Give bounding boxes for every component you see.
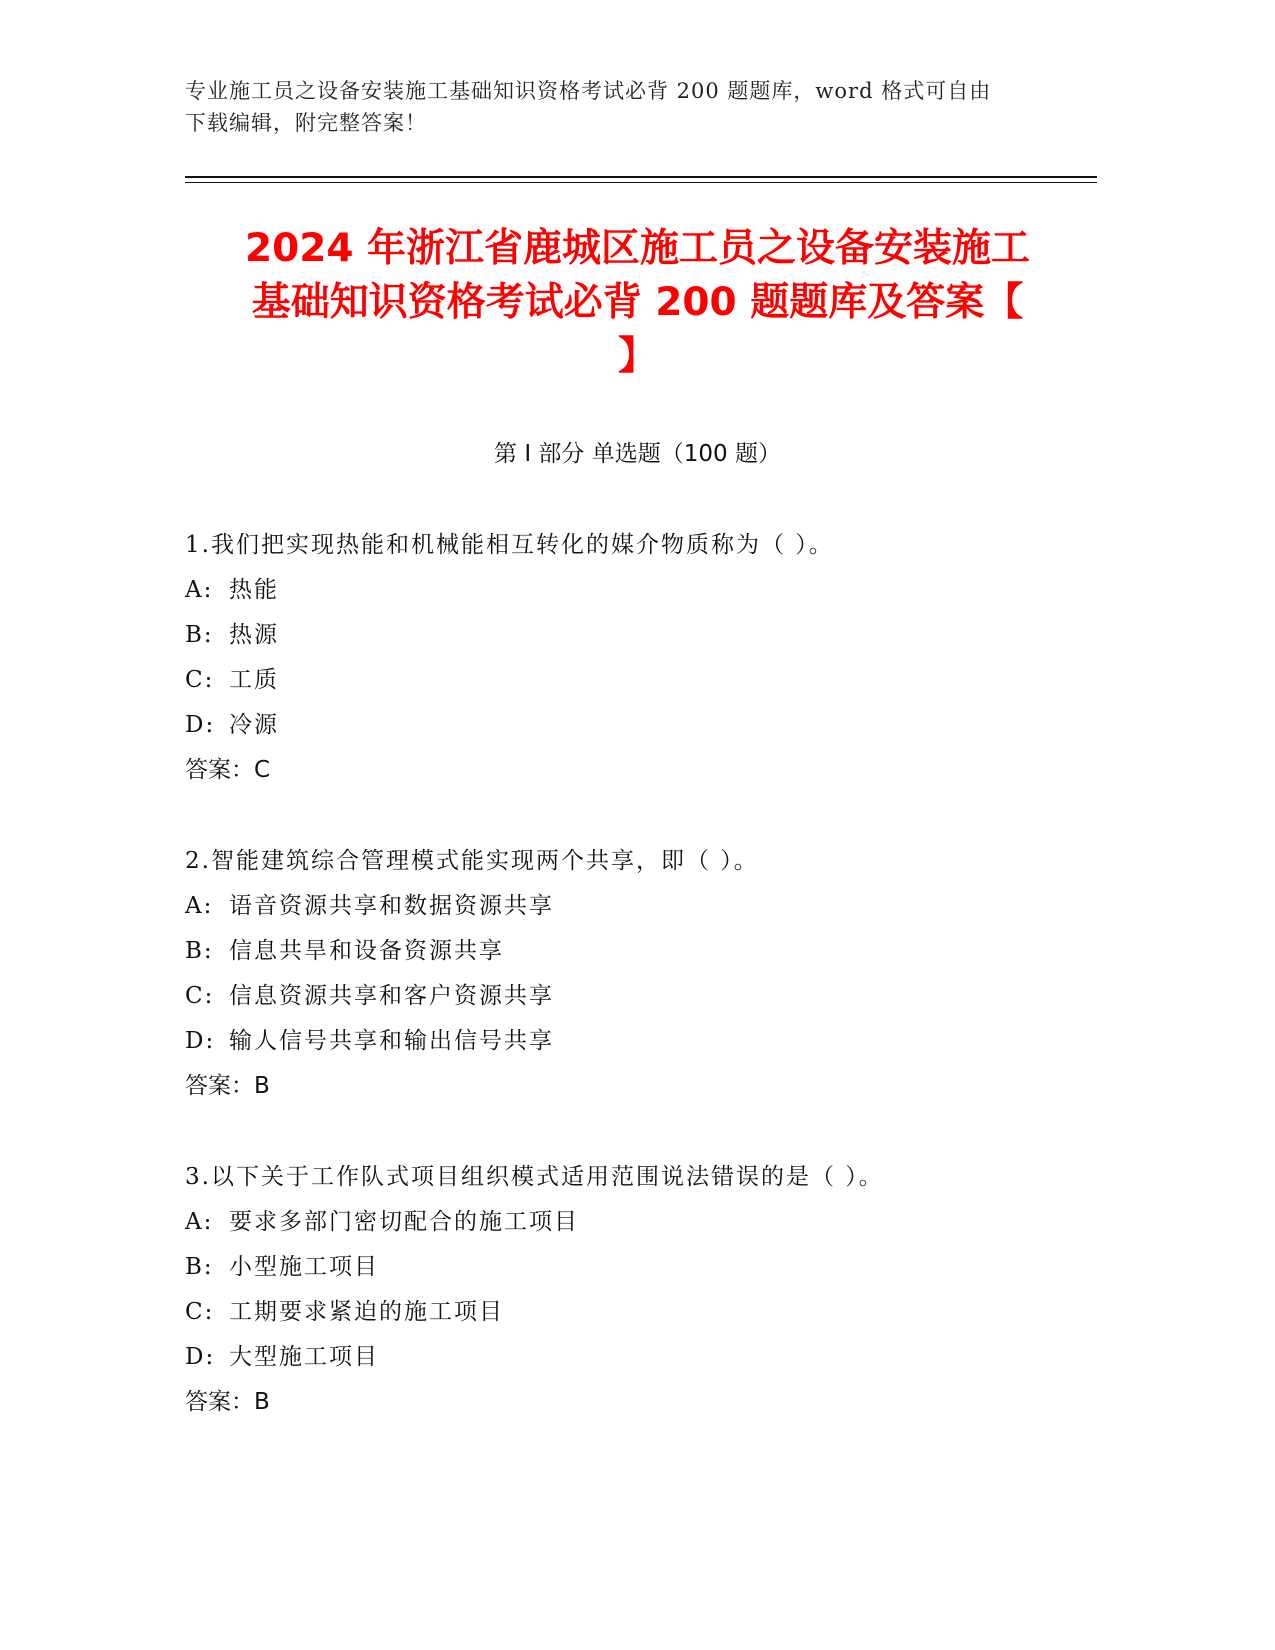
question-2 [185,839,1105,1109]
question-answer: 答案：B [185,1073,270,1099]
question-option-a [185,568,1105,613]
question-stem: 2.智能建筑综合管理模式能实现两个共享，即（ ）。 [185,848,759,874]
option-text: 要求多部门密切配合的施工项目 [229,1209,579,1235]
question-option-a [185,884,1105,929]
question-option-b [185,613,1105,658]
option-text: 信息资源共享和客户资源共享 [229,983,554,1009]
question-option-c [185,1290,1105,1335]
document-title-line-3: 】 [617,334,657,379]
option-text: 工质 [229,667,279,693]
option-letter: D: [185,712,216,738]
question-option-d [185,703,1105,748]
option-letter: A: [185,893,214,919]
question-stem: 1.我们把实现热能和机械能相互转化的媒介物质称为（ ）。 [185,532,834,558]
document-title-line-2: 基础知识资格考试必背 200 题题库及答案【 [251,280,1024,325]
question-option-a [185,1200,1105,1245]
option-text: 小型施工项目 [229,1254,379,1280]
option-text: 大型施工项目 [229,1344,379,1370]
question-1 [185,523,1105,793]
header-divider-thick [185,176,1097,178]
option-text: 冷源 [229,712,279,738]
option-letter: D: [185,1344,216,1370]
option-text: 信息共旱和设备资源共享 [229,938,504,964]
option-text: 语音资源共享和数据资源共享 [229,893,554,919]
question-option-c [185,974,1105,1019]
header-note-line-2: 下载编辑，附完整答案！ [185,111,427,135]
option-text: 热源 [229,622,279,648]
option-letter: C: [185,983,215,1009]
question-answer: 答案：B [185,1389,270,1415]
question-option-b [185,929,1105,974]
document-title-line-1: 2024 年浙江省鹿城区施工员之设备安装施工 [244,226,1031,271]
option-letter: D: [185,1028,216,1054]
option-letter: B: [185,1254,214,1280]
question-option-d [185,1019,1105,1064]
question-option-d [185,1335,1105,1380]
question-answer: 答案：C [185,757,271,783]
header-note-line-1: 专业施工员之设备安装施工基础知识资格考试必背 200 题题库，word 格式可自由 [185,79,992,103]
option-text: 输人信号共享和输出信号共享 [229,1028,554,1054]
option-text: 热能 [229,577,279,603]
question-stem: 3.以下关于工作队式项目组织模式适用范围说法错误的是（ ）。 [185,1164,884,1190]
option-letter: A: [185,577,214,603]
option-text: 工期要求紧迫的施工项目 [229,1299,504,1325]
option-letter: A: [185,1209,214,1235]
option-letter: B: [185,622,214,648]
option-letter: C: [185,667,215,693]
question-option-c [185,658,1105,703]
header-note [185,75,1065,139]
question-3 [185,1155,1105,1425]
option-letter: C: [185,1299,215,1325]
option-letter: B: [185,938,214,964]
header-divider-thin [185,182,1097,183]
question-option-b [185,1245,1105,1290]
section-title: 第 I 部分 单选题（100 题） [494,441,781,467]
document-title [150,222,1125,384]
